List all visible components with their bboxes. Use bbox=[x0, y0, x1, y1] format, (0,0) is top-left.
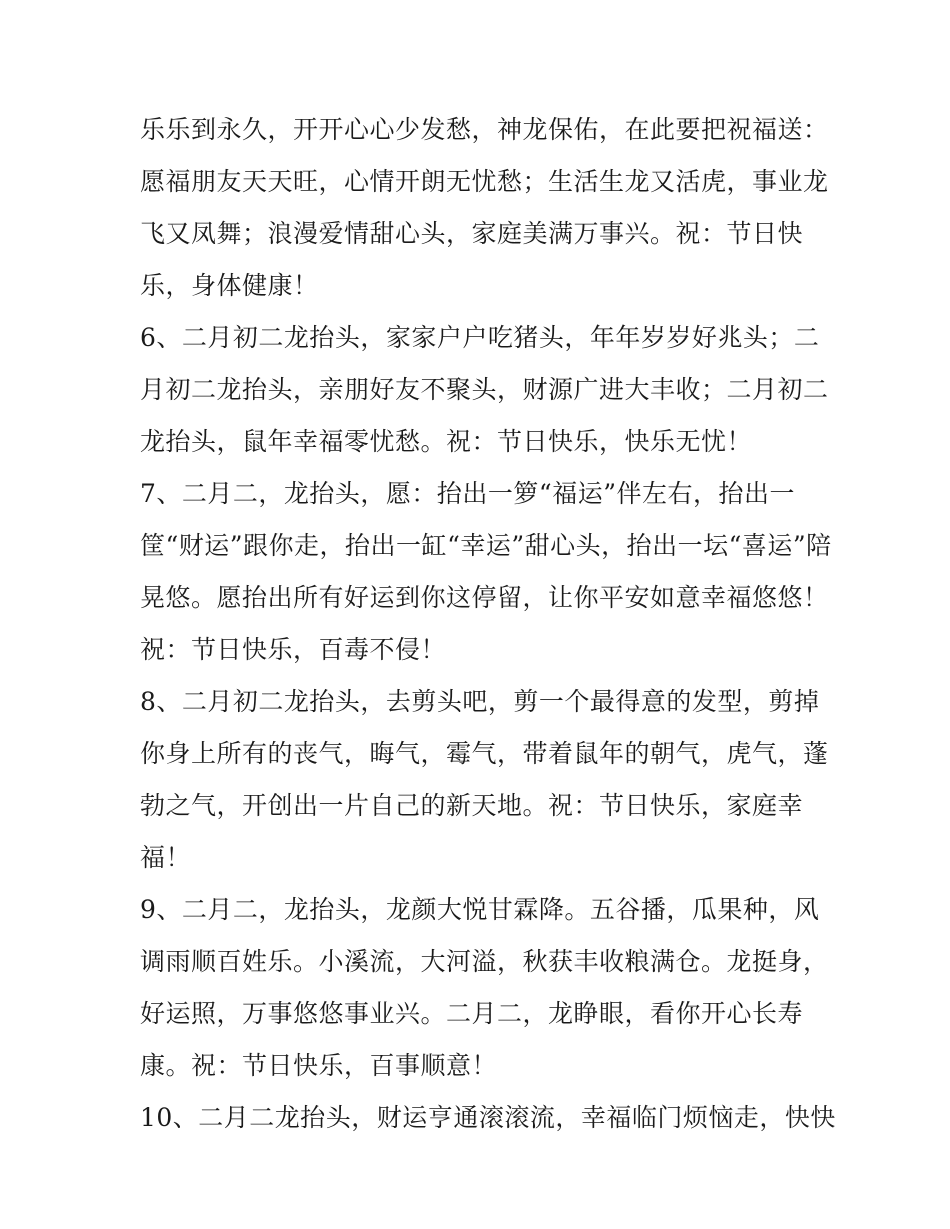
body-text bbox=[140, 104, 836, 1144]
text-line: 康。祝：节日快乐，百事顺意！ bbox=[140, 1051, 498, 1080]
text-line: 愿福朋友天天旺，心情开朗无忧愁；生活生龙又活虎，事业龙 bbox=[140, 167, 829, 196]
text-line: 8、二月初二龙抬头，去剪头吧，剪一个最得意的发型，剪掉 bbox=[140, 687, 820, 716]
text-line: 筐“财运”跟你走，抬出一缸“幸运”甜心头，抬出一坛“喜运”陪 bbox=[140, 531, 832, 560]
text-line: 祝：节日快乐，百毒不侵！ bbox=[140, 635, 447, 664]
text-line: 9、二月二，龙抬头，龙颜大悦甘霖降。五谷播，瓜果种，风 bbox=[140, 895, 820, 924]
text-line: 福！ bbox=[140, 843, 192, 872]
text-line: 飞又凤舞；浪漫爱情甜心头，家庭美满万事兴。祝：节日快 bbox=[140, 219, 804, 248]
text-line: 6、二月初二龙抬头，家家户户吃猪头，年年岁岁好兆头；二 bbox=[140, 323, 820, 352]
text-line: 勃之气，开创出一片自己的新天地。祝：节日快乐，家庭幸 bbox=[140, 791, 804, 820]
text-line: 7、二月二，龙抬头，愿：抬出一箩“福运”伴左右，抬出一 bbox=[140, 479, 795, 508]
text-line: 你身上所有的丧气，晦气，霉气，带着鼠年的朝气，虎气，蓬 bbox=[140, 739, 829, 768]
text-line: 好运照，万事悠悠事业兴。二月二，龙睁眼，看你开心长寿 bbox=[140, 999, 804, 1028]
text-line: 乐乐到永久，开开心心少发愁，神龙保佑，在此要把祝福送： bbox=[140, 115, 829, 144]
text-line: 10、二月二龙抬头，财运亨通滚滚流，幸福临门烦恼走，快快 bbox=[140, 1103, 836, 1132]
text-line: 月初二龙抬头，亲朋好友不聚头，财源广进大丰收；二月初二 bbox=[140, 375, 829, 404]
text-line: 晃悠。愿抬出所有好运到你这停留，让你平安如意幸福悠悠！ bbox=[140, 583, 829, 612]
text-line: 乐，身体健康！ bbox=[140, 271, 319, 300]
text-line: 调雨顺百姓乐。小溪流，大河溢，秋获丰收粮满仓。龙挺身， bbox=[140, 947, 829, 976]
text-line: 龙抬头，鼠年幸福零忧愁。祝：节日快乐，快乐无忧！ bbox=[140, 427, 753, 456]
